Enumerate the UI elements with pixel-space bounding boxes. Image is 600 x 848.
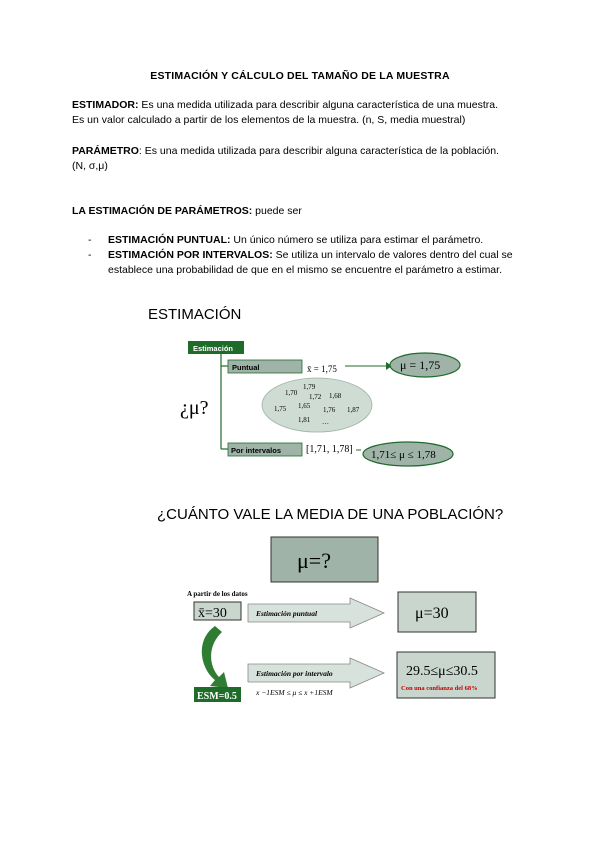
sample-value: 1,70 (285, 389, 298, 397)
sample-value: 1,65 (298, 402, 311, 410)
sample-value: 1,68 (329, 392, 342, 400)
sample-value: 1,75 (274, 405, 287, 413)
bullet-text: Se utiliza un intervalo de valores dentro del cual se establece una probabilidad de que en el mismo se encuentre el parámetro a estimar. (108, 249, 513, 276)
estimacion-parametros-text: puede ser (252, 205, 302, 217)
esm-label: ESM=0.5 (197, 691, 237, 702)
sample-value: 1,79 (303, 383, 316, 391)
sample-value: … (322, 418, 329, 426)
parametro-text-2: (N, σ,μ) (72, 160, 108, 172)
bullet-text: Un único número se utiliza para estimar el parámetro. (230, 234, 484, 246)
parametro-text-1: : Es una medida utilizada para describir alguna característica de la población. (138, 145, 500, 157)
page-title: ESTIMACIÓN Y CÁLCULO DEL TAMAÑO DE LA MUESTRA (150, 70, 450, 82)
result-puntual-value: μ=30 (415, 605, 449, 622)
root-label: Estimación (193, 344, 234, 353)
question-box-text: μ=? (297, 548, 331, 573)
confidence-label: Con una confianza del 68% (401, 685, 478, 692)
intervalos-label: Por intervalos (231, 446, 282, 455)
result-intervalo-value: 29.5≤μ≤30.5 (406, 664, 478, 679)
figure2-title: ¿CUÁNTO VALE LA MEDIA DE UNA POBLACIÓN? (157, 506, 504, 523)
estimador-text-1: Es una medida utilizada para describir alguna característica de una muestra. (138, 99, 499, 111)
estimador-term: ESTIMADOR: (72, 99, 139, 111)
bullet-term: ESTIMACIÓN PUNTUAL: (108, 234, 231, 246)
puntual-label: Puntual (232, 363, 260, 372)
parametro-term: PARÁMETRO (72, 145, 139, 157)
arrow-intervalo-label: Estimación por intervalo (256, 669, 333, 678)
bullet-term: ESTIMACIÓN POR INTERVALOS: (108, 249, 273, 261)
result-puntual: μ = 1,75 (400, 358, 441, 372)
estimador-text-2: Es un valor calculado a partir de los elementos de la muestra. (n, S, media muestral) (72, 114, 466, 126)
sample-value: 1,76 (323, 406, 336, 414)
figure1-title: ESTIMACIÓN (148, 306, 242, 323)
question-mu: ¿μ? (180, 397, 209, 419)
interval-value: [1,71, 1,78] (306, 444, 353, 455)
result-intervalos: 1,71≤ μ ≤ 1,78 (371, 449, 436, 461)
arrow-puntual-label: Estimación puntual (256, 609, 318, 618)
sample-value: 1,81 (298, 416, 311, 424)
sample-value: 1,72 (309, 393, 322, 401)
estimacion-parametros-term: LA ESTIMACIÓN DE PARÁMETROS: (72, 205, 253, 217)
sample-value: 1,87 (347, 406, 360, 414)
data-label: A partir de los datos (187, 590, 248, 598)
sample-mean: x̄=30 (198, 606, 227, 621)
bullet-dash: - (88, 234, 92, 246)
bullet-dash: - (88, 249, 92, 261)
point-estimate: x̄ = 1,75 (307, 364, 337, 374)
interval-formula: x −1ESM ≤ μ ≤ x +1ESM (256, 688, 333, 697)
curved-arrow-icon (202, 626, 228, 688)
